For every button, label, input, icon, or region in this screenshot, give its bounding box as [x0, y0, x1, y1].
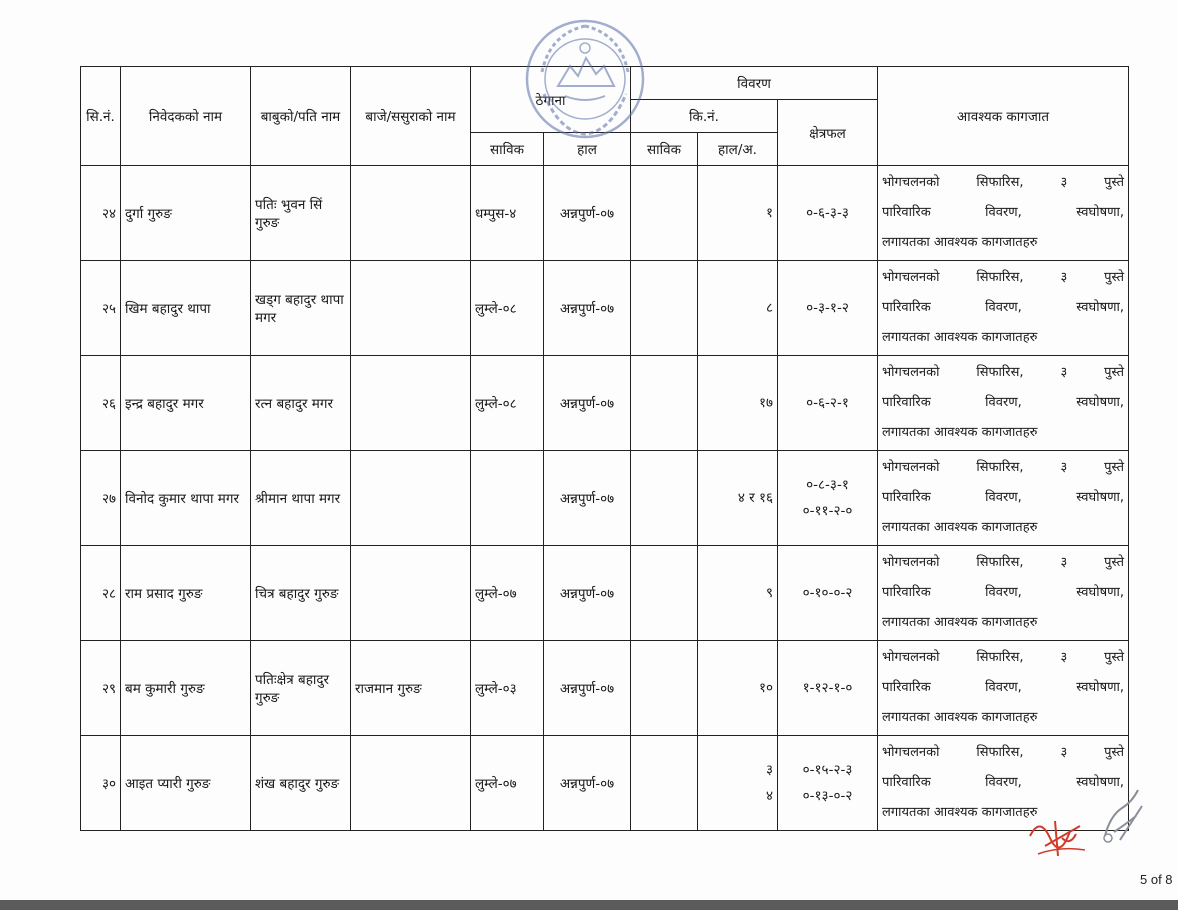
area-cell-line: ०-११-२-०	[802, 503, 853, 519]
kitta-current-cell	[698, 546, 778, 641]
grandfather-name-cell	[351, 261, 471, 356]
serial-cell: २९	[81, 641, 121, 736]
header-area: क्षेत्रफल	[778, 100, 878, 166]
documents-line: लगायतका आवश्यक कागजातहरु	[882, 710, 1038, 725]
kitta-former-cell	[631, 356, 698, 451]
address-current-cell: अन्नपुर्ण-०७	[544, 641, 631, 736]
table-row	[81, 641, 1129, 736]
table-row	[81, 261, 1129, 356]
area-cell-line: १-१२-१-०	[802, 680, 853, 696]
address-current-cell: अन्नपुर्ण-०७	[544, 736, 631, 831]
address-current-cell: अन्नपुर्ण-०७	[544, 356, 631, 451]
applicant-name-cell: राम प्रसाद गुरुङ	[121, 546, 251, 641]
documents-line: पारिवारिक विवरण, स्वघोषणा,	[882, 300, 1124, 315]
serial-cell: २८	[81, 546, 121, 641]
area-cell	[778, 641, 878, 736]
grandfather-name-cell	[351, 356, 471, 451]
address-former-cell: लुम्ले-०८	[471, 356, 544, 451]
land-registry-table	[80, 66, 1129, 831]
kitta-former-cell	[631, 261, 698, 356]
serial-cell: २७	[81, 451, 121, 546]
header-serial: सि.नं.	[81, 67, 121, 166]
kitta-former-cell	[631, 451, 698, 546]
kitta-current-cell-line: ९	[765, 585, 773, 601]
kitta-current-cell	[698, 356, 778, 451]
header-father: बाबुको/पति नाम	[251, 67, 351, 166]
area-cell-line: ०-८-३-१	[806, 477, 849, 493]
documents-line: पारिवारिक विवरण, स्वघोषणा,	[882, 395, 1124, 410]
applicant-name-cell: दुर्गा गुरुङ	[121, 166, 251, 261]
address-current-cell: अन्नपुर्ण-०७	[544, 546, 631, 641]
kitta-current-cell-line: ३	[765, 762, 773, 778]
grandfather-name-cell	[351, 451, 471, 546]
documents-line: लगायतका आवश्यक कागजातहरु	[882, 330, 1038, 345]
documents-line: भोगचलनको सिफारिस, ३ पुस्ते	[882, 175, 1124, 190]
documents-line: भोगचलनको सिफारिस, ३ पुस्ते	[882, 555, 1124, 570]
area-cell	[778, 166, 878, 261]
header-grandfather: बाजे/ससुराको नाम	[351, 67, 471, 166]
header-kitta-current: हाल/अ.	[698, 133, 778, 166]
documents-line: भोगचलनको सिफारिस, ३ पुस्ते	[882, 460, 1124, 475]
address-former-cell: लुम्ले-०३	[471, 641, 544, 736]
address-former-cell	[471, 451, 544, 546]
father-name-cell: पतिः भुवन सिं गुरुङ	[251, 166, 351, 261]
documents-cell	[878, 736, 1129, 831]
grandfather-name-cell	[351, 736, 471, 831]
address-current-cell: अन्नपुर्ण-०७	[544, 261, 631, 356]
documents-cell	[878, 451, 1129, 546]
serial-cell: २५	[81, 261, 121, 356]
father-name-cell: पतिःक्षेत्र बहादुर गुरुङ	[251, 641, 351, 736]
area-cell-line: ०-६-२-१	[806, 395, 849, 411]
address-former-cell: लुम्ले-०८	[471, 261, 544, 356]
kitta-current-cell	[698, 736, 778, 831]
documents-line: पारिवारिक विवरण, स्वघोषणा,	[882, 585, 1124, 600]
address-current-cell: अन्नपुर्ण-०७	[544, 451, 631, 546]
area-cell-line: ०-६-३-३	[806, 205, 849, 221]
kitta-current-cell-line: १७	[758, 395, 773, 411]
area-cell-line: ०-१३-०-२	[802, 788, 853, 804]
kitta-current-cell-line: १०	[758, 680, 773, 696]
documents-cell	[878, 546, 1129, 641]
kitta-current-cell-line: ४	[765, 788, 773, 804]
documents-line: भोगचलनको सिफारिस, ३ पुस्ते	[882, 650, 1124, 665]
area-cell	[778, 736, 878, 831]
kitta-current-cell	[698, 451, 778, 546]
header-address-former: साविक	[471, 133, 544, 166]
documents-cell	[878, 356, 1129, 451]
kitta-former-cell	[631, 736, 698, 831]
kitta-former-cell	[631, 546, 698, 641]
serial-cell: ३०	[81, 736, 121, 831]
serial-cell: २६	[81, 356, 121, 451]
documents-line: पारिवारिक विवरण, स्वघोषणा,	[882, 775, 1124, 790]
applicant-name-cell: बम कुमारी गुरुङ	[121, 641, 251, 736]
table-row	[81, 736, 1129, 831]
header-address-current: हाल	[544, 133, 631, 166]
documents-line: लगायतका आवश्यक कागजातहरु	[882, 520, 1038, 535]
documents-cell	[878, 261, 1129, 356]
serial-cell: २४	[81, 166, 121, 261]
table-row	[81, 166, 1129, 261]
kitta-current-cell	[698, 166, 778, 261]
header-documents: आवश्यक कागजात	[878, 67, 1129, 166]
kitta-current-cell-line: १	[765, 205, 773, 221]
father-name-cell: श्रीमान थापा मगर	[251, 451, 351, 546]
address-former-cell: लुम्ले-०७	[471, 736, 544, 831]
kitta-former-cell	[631, 166, 698, 261]
kitta-current-cell	[698, 261, 778, 356]
father-name-cell: चित्र बहादुर गुरुङ	[251, 546, 351, 641]
header-kitta-former: साविक	[631, 133, 698, 166]
grandfather-name-cell	[351, 166, 471, 261]
header-applicant: निवेदकको नाम	[121, 67, 251, 166]
address-current-cell: अन्नपुर्ण-०७	[544, 166, 631, 261]
area-cell	[778, 546, 878, 641]
documents-line: पारिवारिक विवरण, स्वघोषणा,	[882, 205, 1124, 220]
documents-line: लगायतका आवश्यक कागजातहरु	[882, 615, 1038, 630]
applicant-name-cell: इन्द्र बहादुर मगर	[121, 356, 251, 451]
header-address: ठेगाना	[471, 67, 631, 133]
father-name-cell: शंख बहादुर गुरुङ	[251, 736, 351, 831]
area-cell	[778, 356, 878, 451]
table-row	[81, 356, 1129, 451]
applicant-name-cell: आइत प्यारी गुरुङ	[121, 736, 251, 831]
grandfather-name-cell: राजमान गुरुङ	[351, 641, 471, 736]
address-former-cell: धम्पुस-४	[471, 166, 544, 261]
documents-line: लगायतका आवश्यक कागजातहरु	[882, 425, 1038, 440]
area-cell-line: ०-१०-०-२	[802, 585, 853, 601]
documents-line: पारिवारिक विवरण, स्वघोषणा,	[882, 490, 1124, 505]
kitta-current-cell-line: ४ र १६	[737, 490, 773, 506]
header-kitta: कि.नं.	[631, 100, 778, 133]
kitta-former-cell	[631, 641, 698, 736]
header-details: विवरण	[631, 67, 878, 100]
documents-cell	[878, 641, 1129, 736]
table-row	[81, 451, 1129, 546]
area-cell	[778, 451, 878, 546]
applicant-name-cell: विनोद कुमार थापा मगर	[121, 451, 251, 546]
area-cell	[778, 261, 878, 356]
father-name-cell: खड्ग बहादुर थापा मगर	[251, 261, 351, 356]
table-row	[81, 546, 1129, 641]
documents-line: पारिवारिक विवरण, स्वघोषणा,	[882, 680, 1124, 695]
documents-line: लगायतका आवश्यक कागजातहरु	[882, 235, 1038, 250]
area-cell-line: ०-१५-२-३	[802, 762, 853, 778]
father-name-cell: रत्न बहादुर मगर	[251, 356, 351, 451]
documents-line: लगायतका आवश्यक कागजातहरु	[882, 805, 1038, 820]
address-former-cell: लुम्ले-०७	[471, 546, 544, 641]
area-cell-line: ०-३-१-२	[806, 300, 849, 316]
registry-body	[81, 166, 1129, 831]
kitta-current-cell	[698, 641, 778, 736]
documents-line: भोगचलनको सिफारिस, ३ पुस्ते	[882, 365, 1124, 380]
kitta-current-cell-line: ८	[765, 300, 773, 316]
applicant-name-cell: खिम बहादुर थापा	[121, 261, 251, 356]
documents-line: भोगचलनको सिफारिस, ३ पुस्ते	[882, 270, 1124, 285]
grandfather-name-cell	[351, 546, 471, 641]
documents-cell	[878, 166, 1129, 261]
documents-line: भोगचलनको सिफारिस, ३ पुस्ते	[882, 745, 1124, 760]
viewer-bottom-bar	[0, 900, 1178, 910]
page-number: 5 of 8	[1140, 872, 1173, 887]
